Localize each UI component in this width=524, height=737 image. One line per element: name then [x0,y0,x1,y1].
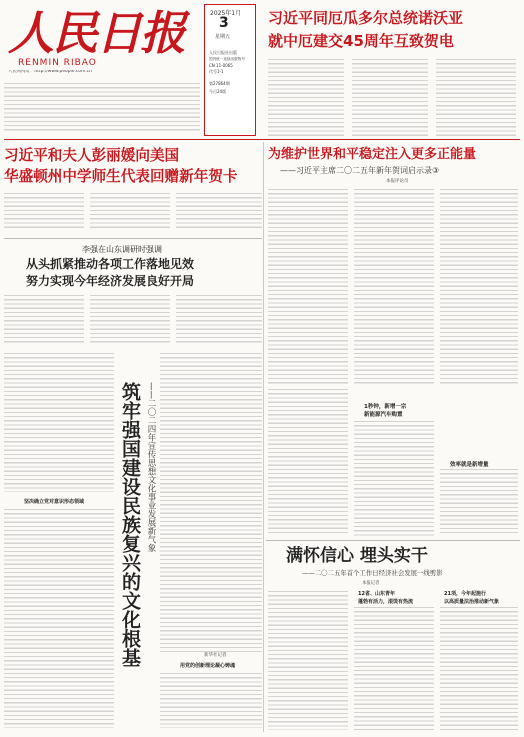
new-year-col-1 [268,188,348,386]
mid-col-3 [440,468,518,536]
weekday: 星期五 [215,34,231,40]
top-right-body-2 [352,58,428,136]
culture-subsection: 坚决确立党对意识形态领域 [24,499,85,505]
masthead-pinyin: RENMIN RIBAO [18,58,97,68]
culture-intro [4,352,114,492]
lead-left-body-2 [90,192,170,230]
new-year-headline: 为维护世界和平稳定注入更多正能量 [268,147,477,162]
li-qiang-story [4,238,262,348]
economy-headline: 满怀信心 埋头实干 [286,546,428,566]
masthead-sidebar-text [4,82,200,132]
info-2: CN 11-0065 [209,63,233,68]
culture-headline: 筑牢强国建设民族复兴的文化根基 [119,382,141,667]
lead-left-body-3 [176,192,262,230]
lead-left-headline-1: 习近平和夫人彭丽媛向美国 [4,147,180,164]
li-qiang-headline-2: 努力实现今年经济发展良好开局 [26,274,195,288]
economy-subhead: ——二〇二五年首个工作日经济社会发展一线剪影 [302,569,443,577]
masthead-title: 人民日报 [8,6,184,60]
mid-item-2: 新能源汽车购置 [364,412,403,418]
mid-item-3: 效率就是新增量 [450,462,489,468]
culture-body-3 [160,672,262,728]
li-qiang-body-2 [90,294,170,344]
divider [4,139,520,140]
culture-subsection-2: 用党的创新理论凝心铸魂 [180,663,236,669]
info-0: 人民日报社出版 [209,50,237,55]
top-right-headline-1: 习近平同厄瓜多尔总统诺沃亚 [268,9,464,27]
bottom-item-c: 以高质量法治推动新气象 [444,599,500,605]
masthead-website: 人民网网址：http://www.people.com.cn [8,70,92,74]
new-year-col-2 [354,188,434,386]
culture-subhead: ——二〇二四年宣传思想文化事业发展新气象 [146,382,156,552]
top-right-body-3 [436,58,516,136]
column-divider [263,142,264,732]
bottom-item-a: 蓬勃有活力，滚烫有热流 [358,599,414,605]
li-qiang-body-1 [4,294,84,344]
bottom-kicker: 12省、山东青年 [358,591,395,597]
bottom-item-b: 21项，今年起施行 [444,591,486,597]
lead-left-body [4,192,84,230]
mid-col-2 [354,420,434,536]
culture-story [4,352,262,732]
new-year-subhead: ——习近平主席二〇二五年新年贺词启示录③ [280,166,440,175]
li-qiang-body-3 [176,294,262,344]
culture-body-1 [4,508,114,728]
info-1: 国内统一连续出版物号 [209,57,245,61]
top-right-headline-2: 就中厄建交45周年互致贺电 [268,32,454,50]
mid-col-1 [268,388,348,536]
info-3: 代号1-1 [209,69,224,74]
new-year-col-3 [440,188,518,386]
economy-col-2 [354,606,434,730]
mid-item-1: 1秒钟，新增一宗 [364,404,407,410]
info-5: 今日24版 [209,89,227,94]
li-qiang-kicker: 李强在山东调研时强调 [82,245,162,254]
day: 3 [219,15,229,31]
li-qiang-top-rule [4,238,262,239]
masthead-info [204,4,256,136]
new-year-byline: 本报评论员 [386,179,409,184]
top-right-body [268,58,344,136]
culture-byline: 新华社记者 [204,653,227,658]
lead-left-headline-2: 华盛顿州中学师生代表回赠新年贺卡 [4,168,238,185]
economy-byline: 本报记者 [362,581,380,586]
economy-col-1 [268,590,348,730]
info-4: 第27864期 [209,81,230,86]
lead-left-story [4,142,262,234]
mid-right-columns [266,388,520,538]
economy-top-rule [266,540,520,541]
date: 2025年1月 [210,10,242,17]
culture-body-2 [160,352,262,652]
economy-story [266,540,520,735]
li-qiang-headline-1: 从头抓紧推动各项工作落地见效 [26,257,195,271]
economy-col-3 [440,606,518,730]
top-right-story [264,4,520,139]
